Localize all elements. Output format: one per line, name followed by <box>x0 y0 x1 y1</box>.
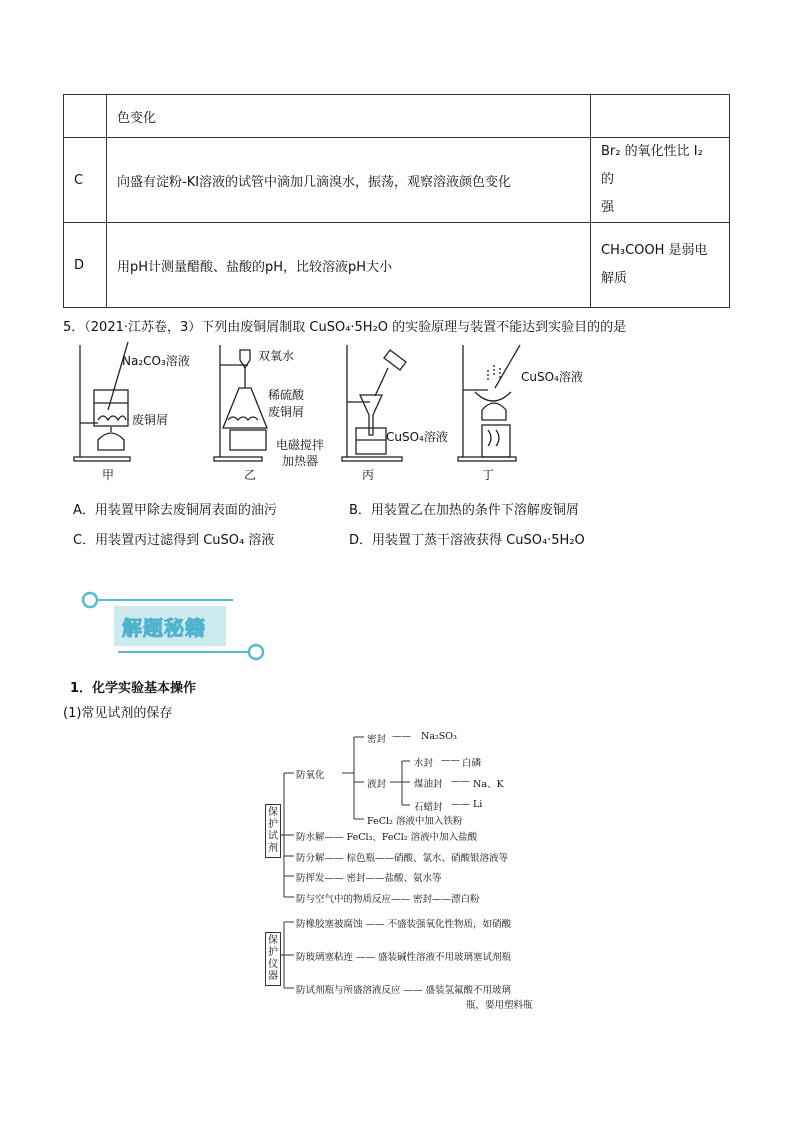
node-fanghuifa: 防挥发—— 密封——盐酸、氨水等 <box>296 873 442 884</box>
node-dash-2: —— <box>441 755 460 766</box>
row-label: C <box>64 138 107 223</box>
node-boli: 防玻璃塞粘连 —— 盛装碱性溶液不用玻璃塞试剂瓶 <box>296 952 512 963</box>
node-fangyanghua: 防氧化 <box>296 770 325 781</box>
label-jiareqi: 加热器 <box>282 454 319 468</box>
node-fecl2: FeCl₂ 溶液中加入铁粉 <box>367 816 463 827</box>
heading-reagent-storage: (1)常见试剂的保存 <box>63 706 173 721</box>
node-shijiping: 防试剂瓶与所盛溶液反应 —— 盛装氢氟酸不用玻璃 <box>296 985 512 996</box>
node-fangfenjie: 防分解—— 棕色瓶——硝酸、氯水、硝酸银溶液等 <box>296 853 509 864</box>
box-protect-instrument-text: 保护仪器 <box>268 935 278 982</box>
option-d[interactable]: D．用装置丁蒸干溶液获得 CuSO₄·5H₂O <box>349 533 585 548</box>
conclusion-line-1: CH₃COOH 是弱电 <box>601 243 708 258</box>
row-conclusion <box>591 138 730 223</box>
node-meiyoufeng: 煤油封 <box>414 779 443 790</box>
node-xiangjiao: 防橡胶塞被腐蚀 —— 不盛装强氧化性物质，如硝酸 <box>296 919 512 930</box>
node-li: Li <box>473 799 483 810</box>
node-dash-3: —— <box>451 776 470 787</box>
apparatus-name-yi: 乙 <box>244 468 257 482</box>
label-cuso4-ding: CuSO₄溶液 <box>521 370 583 384</box>
table-row <box>64 138 730 223</box>
label-feitongxie-yi: 废铜屑 <box>268 405 305 419</box>
comparison-table <box>63 94 730 308</box>
conclusion-line-2: 强 <box>601 200 615 215</box>
apparatus-ding <box>458 345 520 461</box>
question-5-stem: 5．（2021·江苏卷，3）下列由废铜屑制取 CuSO₄·5H₂O 的实验原理与装置不能达到实验目的的是 <box>63 320 627 335</box>
row-conclusion <box>591 223 730 308</box>
option-c[interactable]: C．用装置丙过滤得到 CuSO₄ 溶液 <box>73 533 275 548</box>
node-bailin: 白磷 <box>462 758 482 769</box>
box-protect-reagent <box>265 804 281 858</box>
row-operation: 向盛有淀粉-KI溶液的试管中滴加几滴溴水，振荡，观察溶液颜色变化 <box>107 138 591 223</box>
apparatus-name-jia: 甲 <box>102 468 115 482</box>
label-xiliusuan: 稀硫酸 <box>268 388 305 402</box>
apparatus-name-bing: 丙 <box>362 468 375 482</box>
row-operation: 用pH计测量醋酸、盐酸的pH，比较溶液pH大小 <box>107 223 591 308</box>
row-label: D <box>64 223 107 308</box>
label-na2co3: Na₂CO₃溶液 <box>122 354 190 368</box>
conclusion-line-2: 解质 <box>601 271 628 286</box>
table-row <box>64 95 730 138</box>
label-diancijiaoban: 电磁搅拌 <box>276 438 325 452</box>
row-label <box>64 95 107 138</box>
node-yefeng: 液封 <box>367 779 387 790</box>
section-badge-title: 解题秘籍 <box>122 616 206 640</box>
row-operation: 色变化 <box>107 95 591 138</box>
box-protect-reagent-text: 保护试剂 <box>268 807 278 854</box>
table-row <box>64 223 730 308</box>
conclusion-line-1: Br₂ 的氧化性比 I₂ 的 <box>601 144 703 187</box>
box-protect-instrument <box>265 932 281 986</box>
row-conclusion <box>591 95 730 138</box>
label-feitongxie-jia: 废铜屑 <box>132 413 169 427</box>
node-nak: Na、K <box>473 779 504 790</box>
apparatus-name-ding: 丁 <box>482 468 495 482</box>
label-cuso4-bing: CuSO₄溶液 <box>386 430 448 444</box>
option-a[interactable]: A．用装置甲除去废铜屑表面的油污 <box>73 503 277 518</box>
node-fangkongqi: 防与空气中的物质反应—— 密封——漂白粉 <box>296 894 480 905</box>
heading-basic-operations: 1．化学实验基本操作 <box>70 681 197 696</box>
node-shuifeng: 水封 <box>414 758 434 769</box>
node-shilafeng: 石蜡封 <box>414 802 443 813</box>
label-shuangyangshui: 双氧水 <box>258 349 295 363</box>
option-b[interactable]: B．用装置乙在加热的条件下溶解废铜屑 <box>349 503 579 518</box>
node-dash-1: —— <box>392 731 411 742</box>
node-shijiping-2: 瓶，要用塑料瓶 <box>466 1000 533 1011</box>
node-mifeng: 密封 <box>367 734 387 745</box>
node-dash-4: —— <box>451 799 470 810</box>
node-na2so3: Na₂SO₃ <box>421 731 457 742</box>
node-fangshuijie: 防水解—— FeCl₃、FeCl₂ 溶液中加入盐酸 <box>296 832 478 843</box>
